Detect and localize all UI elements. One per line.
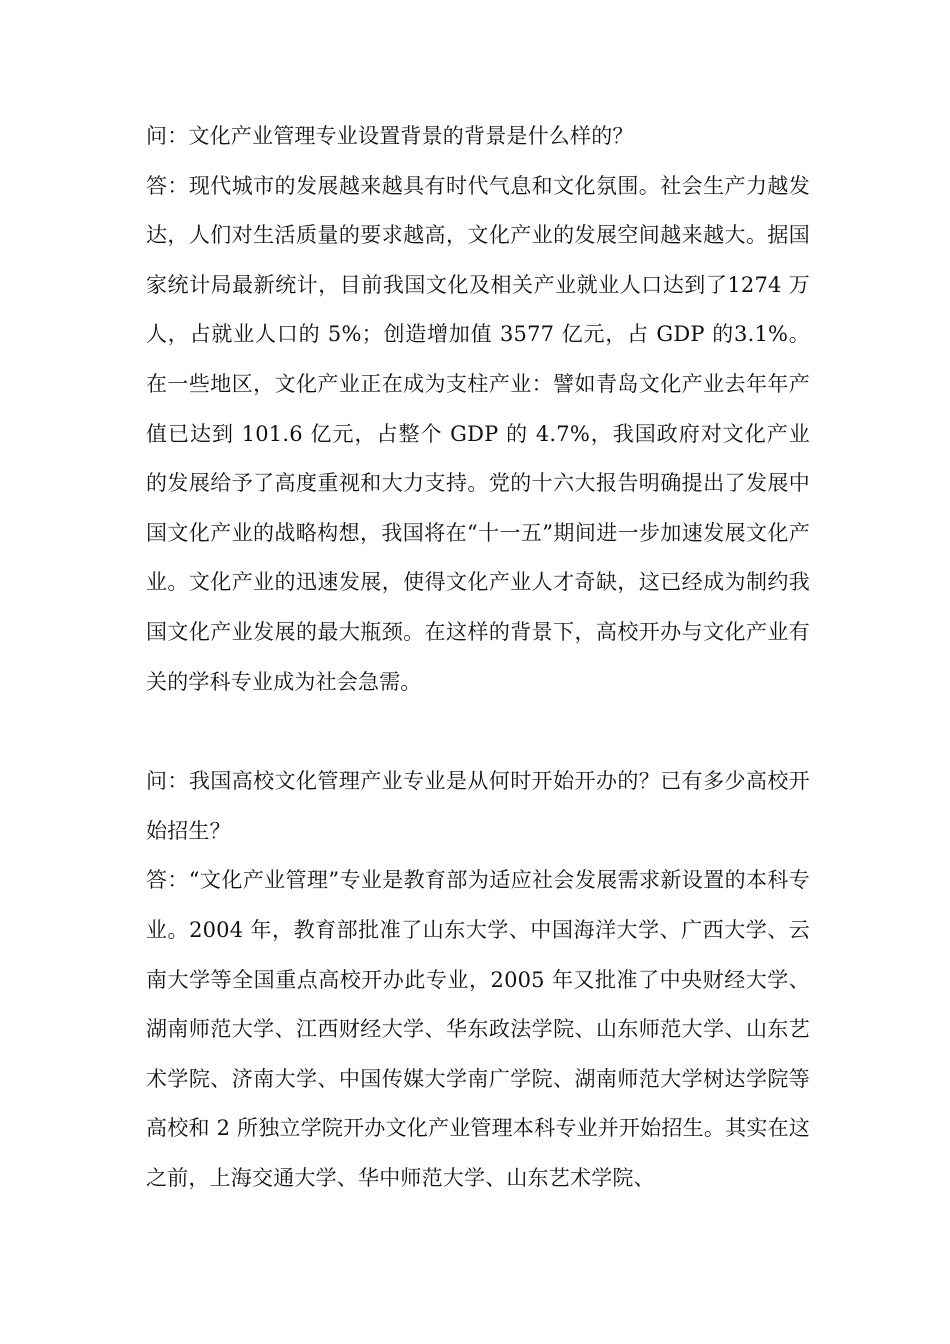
question-2: 问：我国高校文化管理产业专业是从何时开始开办的？已有多少高校开始招生？: [146, 769, 810, 843]
answer-2: 答：“文化产业管理”专业是教育部为适应社会发展需求新设置的本科专业。2004 年，教育部批准了山东大学、中国海洋大学、广西大学、云南大学等全国重点高校开办此专业，2005 年又批准了中央财经大学、湖南师范大学、江西财经大学、华东政法学院、山东师范大学、山东艺术学院、济南大学、中国传媒大学南广学院、湖南师范大学树达学院等高校和 2 所独立学院开办文化产业管理本科专业并开始招生。其实在这之前，上海交通大学、华中师范大学、山东艺术学院、: [146, 868, 810, 1190]
question-1: 问：文化产业管理专业设置背景的背景是什么样的？: [146, 124, 634, 148]
answer-1: 答：现代城市的发展越来越具有时代气息和文化氛围。社会生产力越发达，人们对生活质量的要求越高，文化产业的发展空间越来越大。据国家统计局最新统计，目前我国文化及相关产业就业人口达到了1274 万人，占就业人口的 5%；创造增加值 3577 亿元，占 GDP 的3.1%。在一些地区，文化产业正在成为支柱产业：譬如青岛文化产业去年年产值已达到 101.6 亿元，占整个 GDP 的 4.7%，我国政府对文化产业的发展给予了高度重视和大力支持。党的十六大报告明确提出了发展中国文化产业的战略构想，我国将在“十一五”期间进一步加速发展文化产业。文化产业的迅速发展，使得文化产业人才奇缺，这已经成为制约我国文化产业发展的最大瓶颈。在这样的背景下，高校开办与文化产业有关的学科专业成为社会急需。: [146, 173, 810, 694]
section-spacer: [146, 707, 810, 757]
document-body: [146, 112, 810, 1203]
